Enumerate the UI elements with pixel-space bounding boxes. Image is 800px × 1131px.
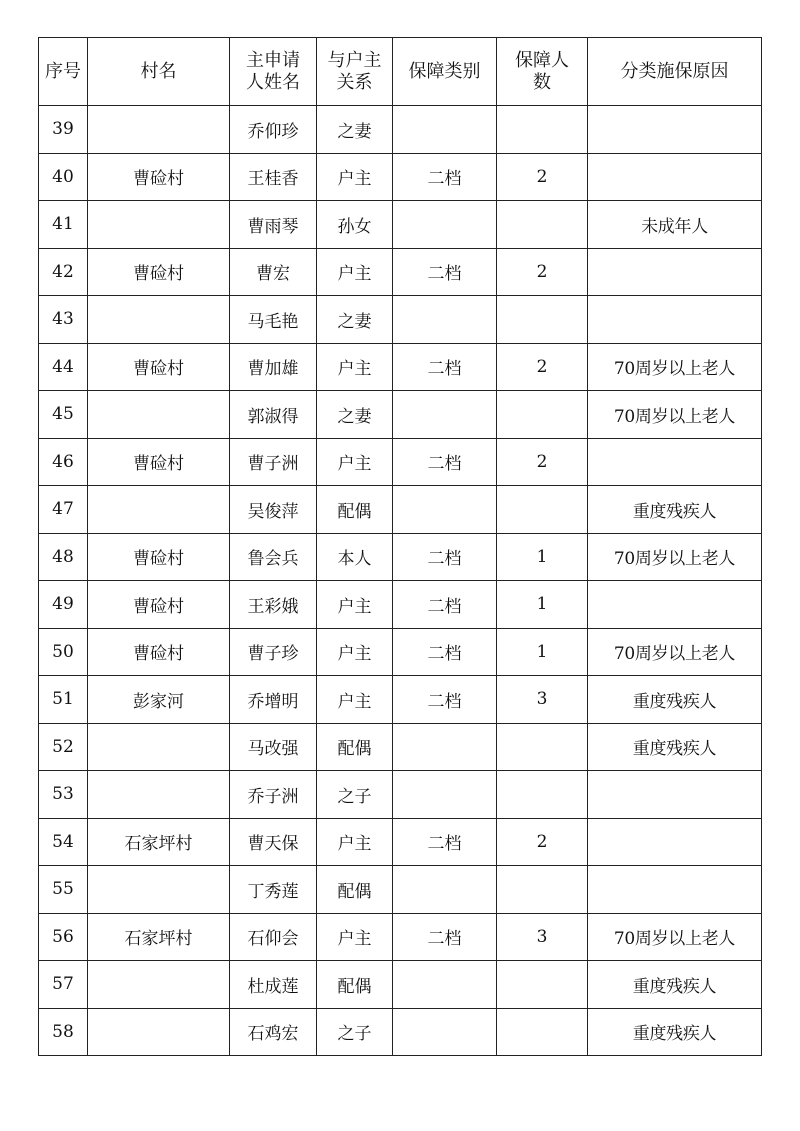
cell-seq: 53 (39, 771, 88, 819)
table-row (39, 533, 762, 581)
cell-category: 二档 (393, 818, 497, 866)
cell-category (393, 1008, 497, 1056)
cell-applicant-name: 乔仰珍 (230, 106, 317, 154)
cell-count (497, 1008, 588, 1056)
cell-count (497, 961, 588, 1009)
cell-reason (588, 248, 762, 296)
cell-village (88, 391, 230, 439)
cell-category (393, 391, 497, 439)
cell-relation: 本人 (317, 533, 393, 581)
header-applicant-line1: 主申请 (246, 49, 300, 71)
cell-reason: 重度残疾人 (588, 486, 762, 534)
cell-seq: 56 (39, 913, 88, 961)
cell-village (88, 723, 230, 771)
cell-seq: 47 (39, 486, 88, 534)
table-row (39, 201, 762, 249)
cell-applicant-name: 石仰会 (230, 913, 317, 961)
table-row (39, 391, 762, 439)
cell-seq: 43 (39, 296, 88, 344)
cell-count (497, 723, 588, 771)
cell-count: 2 (497, 153, 588, 201)
cell-seq: 42 (39, 248, 88, 296)
cell-seq: 51 (39, 676, 88, 724)
cell-relation: 户主 (317, 818, 393, 866)
cell-reason (588, 106, 762, 154)
cell-applicant-name: 吴俊萍 (230, 486, 317, 534)
table-row (39, 153, 762, 201)
cell-village (88, 961, 230, 1009)
cell-reason (588, 296, 762, 344)
cell-village: 曹硷村 (88, 533, 230, 581)
cell-seq: 57 (39, 961, 88, 1009)
cell-applicant-name: 马毛艳 (230, 296, 317, 344)
header-category: 保障类别 (393, 38, 497, 106)
cell-village: 彭家河 (88, 676, 230, 724)
cell-count (497, 296, 588, 344)
cell-relation: 户主 (317, 438, 393, 486)
cell-village: 曹硷村 (88, 438, 230, 486)
cell-village (88, 486, 230, 534)
cell-count (497, 201, 588, 249)
cell-reason: 重度残疾人 (588, 1008, 762, 1056)
header-count-line2: 数 (533, 71, 551, 93)
cell-category (393, 486, 497, 534)
cell-category: 二档 (393, 676, 497, 724)
cell-count: 3 (497, 676, 588, 724)
cell-reason (588, 866, 762, 914)
header-row (39, 38, 762, 106)
cell-relation: 之妻 (317, 106, 393, 154)
cell-reason: 70周岁以上老人 (588, 628, 762, 676)
cell-relation: 户主 (317, 628, 393, 676)
cell-category (393, 866, 497, 914)
cell-seq: 55 (39, 866, 88, 914)
table-row (39, 438, 762, 486)
cell-category: 二档 (393, 913, 497, 961)
header-relation-line2: 关系 (336, 71, 373, 93)
cell-category (393, 771, 497, 819)
cell-category (393, 723, 497, 771)
cell-applicant-name: 石鸡宏 (230, 1008, 317, 1056)
header-relation-line1: 与户主 (327, 49, 382, 71)
cell-seq: 58 (39, 1008, 88, 1056)
table-row (39, 723, 762, 771)
cell-reason: 70周岁以上老人 (588, 913, 762, 961)
cell-category: 二档 (393, 628, 497, 676)
cell-relation: 之子 (317, 1008, 393, 1056)
header-applicant-line2: 人姓名 (246, 71, 300, 93)
cell-seq: 49 (39, 581, 88, 629)
cell-seq: 39 (39, 106, 88, 154)
cell-applicant-name: 杜成莲 (230, 961, 317, 1009)
cell-reason (588, 581, 762, 629)
table-row (39, 961, 762, 1009)
cell-reason: 70周岁以上老人 (588, 391, 762, 439)
cell-category: 二档 (393, 343, 497, 391)
cell-applicant-name: 乔增明 (230, 676, 317, 724)
table-row (39, 628, 762, 676)
cell-village (88, 296, 230, 344)
cell-seq: 44 (39, 343, 88, 391)
cell-applicant-name: 曹子洲 (230, 438, 317, 486)
cell-applicant-name: 曹宏 (230, 248, 317, 296)
cell-reason: 未成年人 (588, 201, 762, 249)
cell-seq: 52 (39, 723, 88, 771)
cell-count: 2 (497, 248, 588, 296)
cell-village: 曹硷村 (88, 628, 230, 676)
cell-village (88, 106, 230, 154)
cell-relation: 户主 (317, 248, 393, 296)
cell-relation: 之子 (317, 771, 393, 819)
cell-count: 1 (497, 581, 588, 629)
cell-relation: 孙女 (317, 201, 393, 249)
cell-village: 石家坪村 (88, 818, 230, 866)
cell-count (497, 106, 588, 154)
table-row (39, 1008, 762, 1056)
cell-reason: 重度残疾人 (588, 676, 762, 724)
cell-applicant-name: 马改强 (230, 723, 317, 771)
cell-reason: 70周岁以上老人 (588, 343, 762, 391)
cell-applicant-name: 鲁会兵 (230, 533, 317, 581)
header-applicant (230, 38, 317, 106)
cell-reason (588, 438, 762, 486)
cell-count: 3 (497, 913, 588, 961)
cell-relation: 配偶 (317, 486, 393, 534)
cell-count (497, 391, 588, 439)
table-row (39, 913, 762, 961)
cell-category: 二档 (393, 533, 497, 581)
table-row (39, 818, 762, 866)
cell-category (393, 201, 497, 249)
cell-village: 曹硷村 (88, 581, 230, 629)
cell-reason: 重度残疾人 (588, 961, 762, 1009)
cell-count: 1 (497, 533, 588, 581)
cell-count: 2 (497, 343, 588, 391)
cell-applicant-name: 王桂香 (230, 153, 317, 201)
cell-village: 曹硷村 (88, 343, 230, 391)
cell-applicant-name: 曹雨琴 (230, 201, 317, 249)
cell-category: 二档 (393, 153, 497, 201)
cell-applicant-name: 曹天保 (230, 818, 317, 866)
cell-count (497, 486, 588, 534)
cell-village: 曹硷村 (88, 248, 230, 296)
cell-count: 2 (497, 818, 588, 866)
table-row (39, 248, 762, 296)
cell-applicant-name: 曹子珍 (230, 628, 317, 676)
assistance-roster-table (38, 37, 762, 1056)
cell-applicant-name: 郭淑得 (230, 391, 317, 439)
cell-reason: 70周岁以上老人 (588, 533, 762, 581)
cell-relation: 户主 (317, 343, 393, 391)
header-relation (317, 38, 393, 106)
table-row (39, 581, 762, 629)
cell-village (88, 771, 230, 819)
roster-body (39, 106, 762, 1056)
cell-seq: 54 (39, 818, 88, 866)
cell-count: 1 (497, 628, 588, 676)
cell-count: 2 (497, 438, 588, 486)
cell-relation: 配偶 (317, 866, 393, 914)
table-row (39, 343, 762, 391)
cell-applicant-name: 王彩娥 (230, 581, 317, 629)
table-row (39, 296, 762, 344)
cell-category: 二档 (393, 248, 497, 296)
table-row (39, 771, 762, 819)
cell-relation: 户主 (317, 676, 393, 724)
table-row (39, 866, 762, 914)
cell-category: 二档 (393, 438, 497, 486)
cell-applicant-name: 丁秀莲 (230, 866, 317, 914)
cell-applicant-name: 曹加雄 (230, 343, 317, 391)
cell-relation: 之妻 (317, 391, 393, 439)
header-count-line1: 保障人 (515, 49, 569, 71)
header-seq: 序号 (39, 38, 88, 106)
cell-village: 曹硷村 (88, 153, 230, 201)
table-row (39, 106, 762, 154)
cell-seq: 50 (39, 628, 88, 676)
cell-village (88, 201, 230, 249)
table-row (39, 486, 762, 534)
cell-applicant-name: 乔子洲 (230, 771, 317, 819)
cell-seq: 45 (39, 391, 88, 439)
cell-village: 石家坪村 (88, 913, 230, 961)
cell-seq: 48 (39, 533, 88, 581)
cell-relation: 户主 (317, 913, 393, 961)
cell-category (393, 106, 497, 154)
cell-village (88, 1008, 230, 1056)
cell-relation: 配偶 (317, 961, 393, 1009)
cell-relation: 配偶 (317, 723, 393, 771)
cell-relation: 之妻 (317, 296, 393, 344)
header-village: 村名 (88, 38, 230, 106)
cell-relation: 户主 (317, 153, 393, 201)
cell-category: 二档 (393, 581, 497, 629)
table-row (39, 676, 762, 724)
cell-category (393, 296, 497, 344)
cell-relation: 户主 (317, 581, 393, 629)
header-count (497, 38, 588, 106)
cell-category (393, 961, 497, 1009)
cell-seq: 40 (39, 153, 88, 201)
cell-count (497, 771, 588, 819)
cell-reason (588, 818, 762, 866)
cell-reason: 重度残疾人 (588, 723, 762, 771)
header-reason: 分类施保原因 (588, 38, 762, 106)
cell-reason (588, 771, 762, 819)
cell-seq: 46 (39, 438, 88, 486)
cell-seq: 41 (39, 201, 88, 249)
cell-count (497, 866, 588, 914)
cell-reason (588, 153, 762, 201)
cell-village (88, 866, 230, 914)
